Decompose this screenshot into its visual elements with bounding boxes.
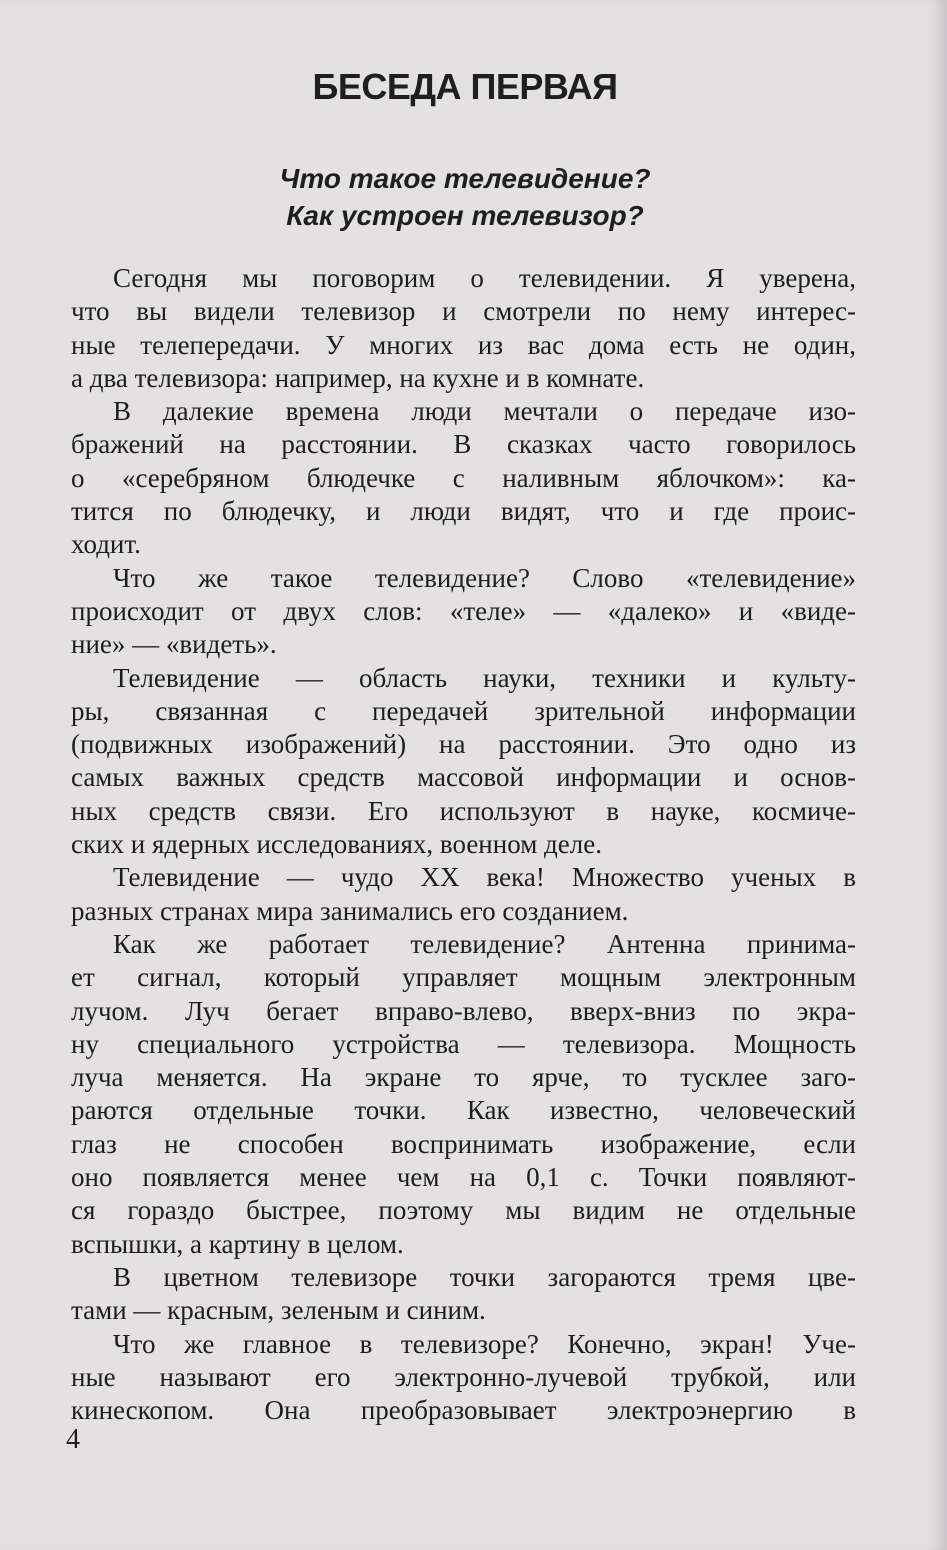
text-line: тится по блюдечку, и люди видят, что и где проис-: [71, 496, 856, 527]
text-line: Что же такое телевидение? Слово «телевидение»: [113, 562, 856, 593]
text-line: раются отдельные точки. Как известно, человеческий: [71, 1095, 856, 1126]
text-line: вспышки, а картину в целом.: [71, 1228, 404, 1259]
text-line: ные телепередачи. У многих из вас дома есть не один,: [71, 329, 856, 360]
chapter-title: БЕСЕДА ПЕРВАЯ: [312, 66, 618, 107]
text-line: ные называют его электронно-лучевой трубкой, или: [71, 1361, 856, 1392]
text-line: ных средств связи. Его используют в науке, космиче-: [71, 795, 856, 826]
text-line: ну специального устройства — телевизора. Мощность: [71, 1028, 856, 1059]
text-line: Что же главное в телевизоре? Конечно, экран! Уче-: [113, 1328, 856, 1359]
text-line: самых важных средств массовой информации и основ-: [71, 762, 856, 793]
text-line: В далекие времена люди мечтали о передаче изо-: [113, 396, 856, 427]
text-line: ры, связанная с передачей зрительной информации: [71, 695, 856, 726]
text-line: а два телевизора: например, на кухне и в комнате.: [71, 362, 645, 393]
text-line: Телевидение — чудо XX века! Множество ученых в: [113, 862, 856, 893]
text-line: оно появляется менее чем на 0,1 с. Точки появляют-: [71, 1162, 856, 1193]
text-line: Как же работает телевидение? Антенна принима-: [113, 928, 856, 959]
text-line: ходит.: [71, 529, 141, 560]
text-line: тами — красным, зеленым и синим.: [71, 1295, 486, 1326]
page-number: 4: [66, 1424, 80, 1455]
text-line: ся гораздо быстрее, поэтому мы видим не отдельные: [71, 1195, 856, 1226]
subtitle-line-1: Что такое телевидение?: [279, 163, 651, 194]
text-line: о «серебряном блюдечке с наливным яблочком»: ка-: [71, 462, 856, 493]
text-line: Телевидение — область науки, техники и культу-: [113, 662, 856, 693]
body-text: [71, 262, 856, 1427]
text-line: луча меняется. На экране то ярче, то тусклее заго-: [71, 1062, 856, 1093]
text-line: (подвижных изображений) на расстоянии. Это одно из: [71, 729, 856, 760]
text-line: Сегодня мы поговорим о телевидении. Я уверена,: [113, 263, 856, 293]
text-line: ние» — «видеть».: [71, 629, 277, 660]
text-line: лучом. Луч бегает вправо-влево, вверх-вниз по экра-: [71, 995, 856, 1026]
text-line: происходит от двух слов: «теле» — «далеко» и «виде-: [71, 595, 856, 626]
text-line: что вы видели телевизор и смотрели по нему интерес-: [71, 296, 856, 327]
text-line: бражений на расстоянии. В сказках часто говорилось: [71, 429, 856, 460]
text-line: разных странах мира занимались его созданием.: [71, 895, 629, 926]
text-line: ет сигнал, который управляет мощным электронным: [71, 962, 856, 993]
chapter-subtitle: [0, 160, 930, 234]
text-line: кинескопом. Она преобразовывает электроэнергию в: [71, 1395, 856, 1426]
text-line: В цветном телевизоре точки загораются тремя цве-: [113, 1261, 856, 1292]
text-line: глаз не способен воспринимать изображение, если: [71, 1128, 856, 1159]
text-line: ских и ядерных исследованиях, военном деле.: [71, 829, 602, 860]
subtitle-line-2: Как устроен телевизор?: [286, 200, 644, 231]
